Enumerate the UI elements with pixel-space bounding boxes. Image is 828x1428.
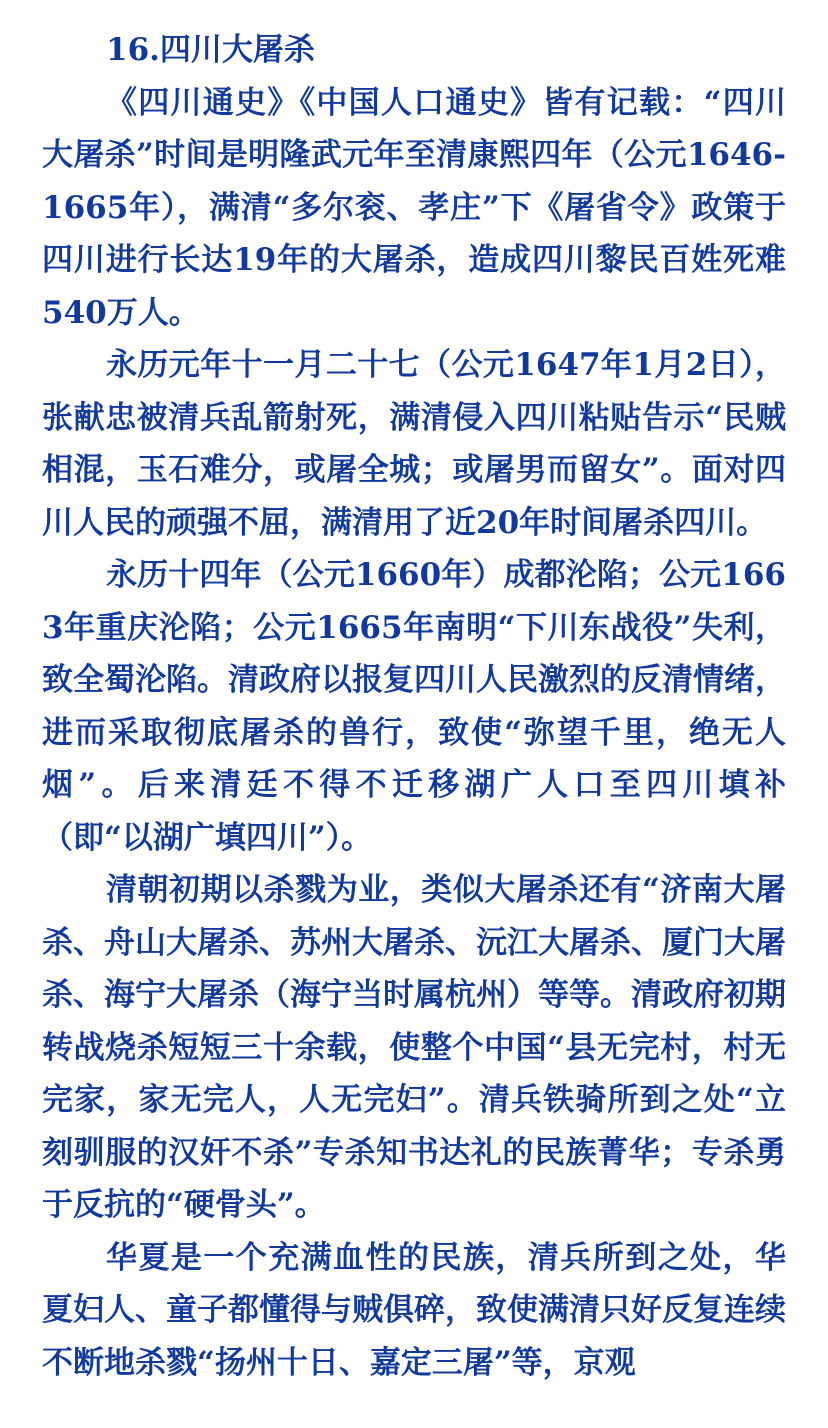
paragraph-resistance: 华夏是一个充满血性的民族，清兵所到之处，华夏妇人、童子都懂得与贼俱碎，致使满清只好反复连续不断地杀戮“扬州十日、嘉定三屠”等，京观 [42, 1239, 786, 1381]
paragraph-other-massacres: 清朝初期以杀戮为业，类似大屠杀还有“济南大屠杀、舟山大屠杀、苏州大屠杀、沅江大屠杀、厦门大屠杀、海宁大屠杀（海宁当时属杭州）等等。清政府初期转战烧杀短短三十余载，使整个中国“县无完村，村无完家，家无完人，人无完妇”。清兵铁骑所到之处“立刻驯服的汉奸不杀”专杀知书达礼的民族菁华；专杀勇于反抗的“硬骨头”。 [42, 872, 786, 1223]
section-heading: 16.四川大屠杀 [106, 32, 315, 68]
paragraph-fall-of-sichuan: 永历十四年（公元1660年）成都沦陷；公元1663年重庆沦陷；公元1665年南明“下川东战役”失利，致全蜀沦陷。清政府以报复四川人民激烈的反清情绪，进而采取彻底屠杀的兽行，致使“弥望千里，绝无人烟”。后来清廷不得不迁移湖广人口至四川填补（即“以湖广填四川”）。 [42, 557, 786, 856]
paragraph-sources: 《四川通史》《中国人口通史》皆有记载：“四川大屠杀”时间是明隆武元年至清康熙四年（公元1646-1665年），满清“多尔衮、孝庄”下《屠省令》政策于四川进行长达19年的大屠杀，造成四川黎民百姓死难540万人。 [42, 84, 786, 331]
paragraph-yongli-first-year: 永历元年十一月二十七（公元1647年1月2日），张献忠被清兵乱箭射死，满清侵入四川粘贴告示“民贼相混，玉石难分，或屠全城；或屠男而留女”。面对四川人民的顽强不屈，满清用了近20年时间屠杀四川。 [42, 347, 786, 541]
